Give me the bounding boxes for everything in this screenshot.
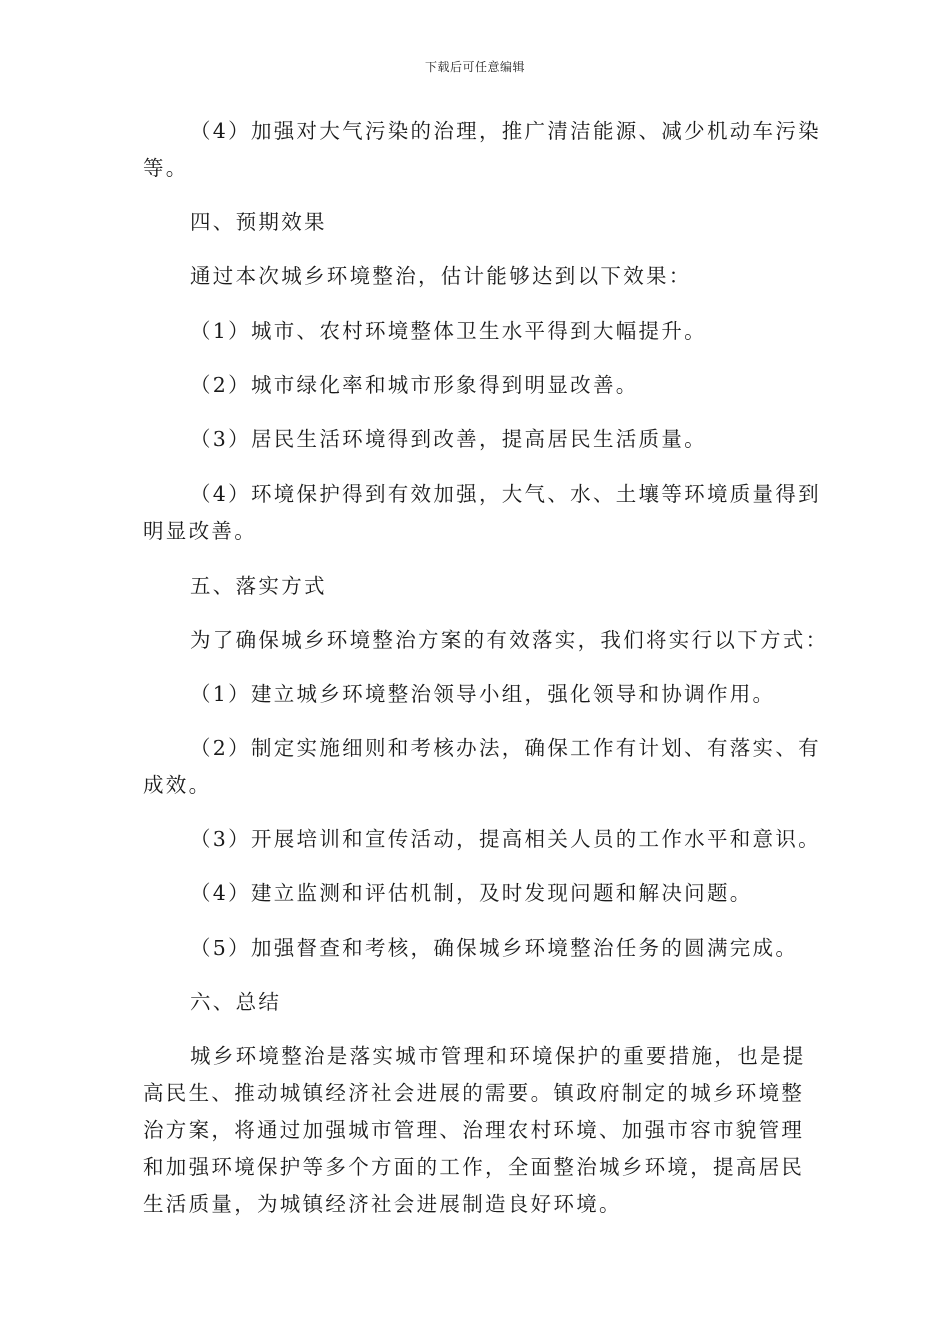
text-line: 明显改善。: [143, 519, 257, 543]
text-line: （4）环境保护得到有效加强，大气、水、土壤等环境质量得到: [190, 482, 821, 506]
text-line: 城乡环境整治是落实城市管理和环境保护的重要措施，也是提: [190, 1044, 806, 1068]
text-line: 高民生、推动城镇经济社会进展的需要。镇政府制定的城乡环境整: [143, 1081, 805, 1105]
text-line: 和加强环境保护等多个方面的工作，全面整治城乡环境，提高居民: [143, 1155, 805, 1179]
download-note: 下载后可任意编辑: [424, 60, 525, 74]
text-line: （1）建立城乡环境整治领导小组，强化领导和协调作用。: [190, 682, 776, 706]
text-line: （5）加强督查和考核，确保城乡环境整治任务的圆满完成。: [190, 936, 799, 960]
text-line: 治方案，将通过加强城市管理、治理农村环境、加强市容市貌管理: [143, 1118, 805, 1142]
text-line: 为了确保城乡环境整治方案的有效落实，我们将实行以下方式：: [190, 628, 829, 652]
text-line: 通过本次城乡环境整治，估计能够达到以下效果：: [190, 264, 692, 288]
text-line: （3）居民生活环境得到改善，提高居民生活质量。: [190, 427, 707, 451]
text-line: （2）城市绿化率和城市形象得到明显改善。: [190, 373, 639, 397]
text-line: （3）开展培训和宣传活动，提高相关人员的工作水平和意识。: [190, 827, 821, 851]
text-line: 等。: [143, 156, 189, 180]
section-heading: 六、总结: [190, 990, 282, 1014]
text-line: （4）加强对大气污染的治理，推广清洁能源、减少机动车污染: [190, 119, 821, 143]
text-line: （1）城市、农村环境整体卫生水平得到大幅提升。: [190, 319, 707, 343]
text-line: （4）建立监测和评估机制，及时发现问题和解决问题。: [190, 881, 753, 905]
section-heading: 四、预期效果: [190, 210, 327, 234]
text-line: 成效。: [143, 773, 212, 797]
text-line: （2）制定实施细则和考核办法，确保工作有计划、有落实、有: [190, 736, 821, 760]
section-heading: 五、落实方式: [190, 574, 327, 598]
text-line: 生活质量，为城镇经济社会进展制造良好环境。: [143, 1192, 622, 1216]
